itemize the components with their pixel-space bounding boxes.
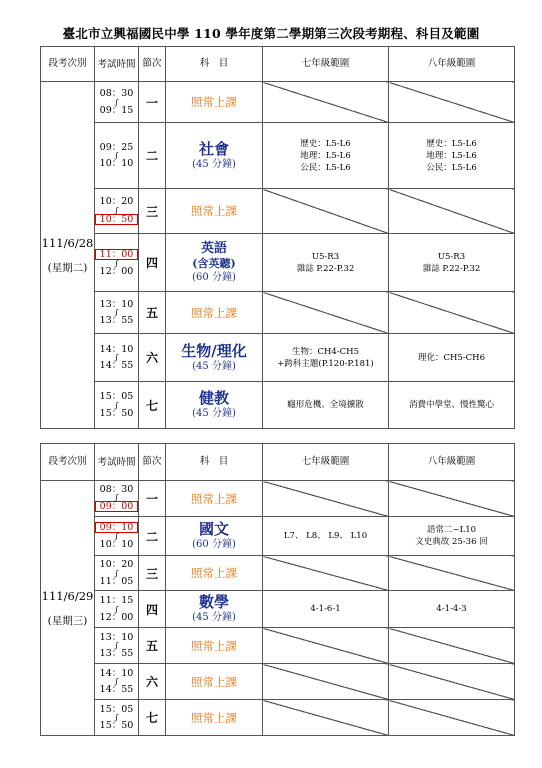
- empty-range-cell: [263, 292, 389, 334]
- time-cell: [95, 517, 139, 556]
- time-cell: [95, 556, 139, 591]
- grade8-range: [389, 234, 515, 292]
- range-line: +跨科主題(P.120-P.181): [277, 358, 374, 369]
- subject-name: 社會: [198, 139, 229, 158]
- start-time: 08：30: [99, 88, 134, 99]
- range-line: 地理：L5-L6: [426, 150, 477, 161]
- range-line: U5-R3: [311, 251, 340, 262]
- period-number: 四: [139, 591, 166, 628]
- table-row: [41, 382, 515, 429]
- start-time-changed: 11：00: [95, 249, 138, 260]
- end-time: 14：55: [99, 360, 134, 371]
- subject-duration: (60 分鐘): [192, 271, 236, 283]
- grade8-range: [389, 334, 515, 382]
- subject-name: 數學: [198, 593, 229, 611]
- exam-date: 111/6/28: [41, 235, 94, 250]
- period-number: 四: [139, 234, 166, 292]
- time-cell: [95, 628, 139, 664]
- time-separator: ∫: [114, 532, 119, 542]
- start-time: 14：10: [99, 343, 134, 355]
- range-line: U5-R3: [437, 251, 466, 262]
- date-cell: [41, 481, 95, 736]
- subject-cell: [166, 123, 263, 189]
- start-time: 10：20: [99, 559, 134, 570]
- grade8-range: [389, 382, 515, 429]
- header-grade8: 八年級範圍: [389, 47, 515, 82]
- end-time: 10：10: [99, 158, 134, 169]
- start-time: 09：25: [99, 141, 134, 153]
- range-line: 歷史：L5-L6: [426, 138, 477, 149]
- empty-range-cell: [263, 664, 389, 700]
- end-time: 12：00: [99, 265, 134, 277]
- table-row: [41, 481, 515, 517]
- grade8-range: [389, 123, 515, 189]
- table-row: [41, 517, 515, 556]
- range-line: 語常二~L10: [426, 525, 477, 535]
- range-line: 理化：CH5-CH6: [417, 352, 486, 363]
- subject-cell: [166, 591, 263, 628]
- subject-normal-class: 照常上課: [166, 628, 263, 664]
- empty-range-cell: [389, 700, 515, 736]
- empty-range-cell: [389, 82, 515, 123]
- header-period: 節次: [139, 47, 166, 82]
- grade7-range: [263, 382, 389, 429]
- date-cell: [41, 82, 95, 429]
- header-row: [41, 47, 515, 82]
- grade7-range: [263, 234, 389, 292]
- range-line: 生物：CH4-CH5: [291, 346, 360, 357]
- grade8-range: [389, 517, 515, 556]
- range-line: 4-1-4-3: [436, 604, 467, 614]
- end-time: 11：05: [99, 575, 134, 587]
- header-session: 段考次別: [41, 444, 95, 481]
- start-time: 13：10: [99, 298, 134, 310]
- subject-cell: [166, 334, 263, 382]
- period-number: 五: [139, 292, 166, 334]
- time-separator: ∫: [114, 713, 119, 722]
- start-time: 15：05: [99, 703, 134, 715]
- header-subject: 科 目: [166, 47, 263, 82]
- header-subject: 科 目: [166, 444, 263, 481]
- time-cell: [95, 292, 139, 334]
- table-row: [41, 664, 515, 700]
- end-time: 15：50: [99, 720, 134, 731]
- table-row: [41, 189, 515, 234]
- table-row: [41, 628, 515, 664]
- time-separator: ∫: [114, 258, 119, 268]
- time-cell: [95, 82, 139, 123]
- period-number: 二: [139, 517, 166, 556]
- time-separator: ∫: [114, 353, 119, 362]
- empty-range-cell: [389, 556, 515, 591]
- end-time: 09：15: [99, 104, 134, 116]
- subject-normal-class: 照常上課: [166, 481, 263, 517]
- start-time: 14：10: [99, 667, 134, 679]
- subject-duration: (60 分鐘): [192, 539, 236, 550]
- subject-normal-class: 照常上課: [166, 664, 263, 700]
- subject-note: (含英聽): [192, 256, 236, 270]
- empty-range-cell: [263, 82, 389, 123]
- subject-duration: (45 分鐘): [192, 158, 236, 170]
- range-line: 公民：L5-L6: [300, 162, 351, 173]
- empty-range-cell: [389, 481, 515, 517]
- time-separator: ∫: [114, 604, 119, 614]
- range-line: 消費中學堂、慢性驚心: [408, 400, 494, 410]
- subject-normal-class: 照常上課: [166, 82, 263, 123]
- time-separator: ∫: [114, 677, 119, 686]
- subject-normal-class: 照常上課: [166, 700, 263, 736]
- empty-range-cell: [389, 292, 515, 334]
- time-separator: ∫: [114, 205, 119, 215]
- time-cell: [95, 123, 139, 189]
- empty-range-cell: [263, 481, 389, 517]
- header-grade8: 八年級範圍: [389, 444, 515, 481]
- range-line: 文史典故 25-36 回: [415, 537, 488, 547]
- range-line: 歷史：L5-L6: [300, 138, 351, 149]
- subject-duration: (45 分鐘): [192, 360, 236, 372]
- subject-duration: (45 分鐘): [192, 408, 236, 419]
- header-period: 節次: [139, 444, 166, 481]
- period-number: 一: [139, 82, 166, 123]
- time-separator: ∫: [114, 151, 119, 160]
- table-row: [41, 292, 515, 334]
- empty-range-cell: [263, 700, 389, 736]
- period-number: 五: [139, 628, 166, 664]
- empty-range-cell: [389, 664, 515, 700]
- period-number: 六: [139, 664, 166, 700]
- period-number: 一: [139, 481, 166, 517]
- range-line: L7、 L8、 L9、 L10: [283, 531, 368, 541]
- subject-name: 英語: [200, 240, 227, 256]
- start-time: 08：30: [99, 483, 134, 495]
- table-row: [41, 234, 515, 292]
- empty-range-cell: [263, 556, 389, 591]
- time-cell: [95, 234, 139, 292]
- time-cell: [95, 189, 139, 234]
- start-time-changed: 09：10: [95, 522, 138, 533]
- table-row: [41, 591, 515, 628]
- table-row: [41, 700, 515, 736]
- empty-range-cell: [263, 189, 389, 234]
- end-time: 14：55: [99, 684, 134, 695]
- subject-name: 國文: [198, 520, 229, 538]
- end-time: 10：10: [99, 539, 134, 551]
- period-number: 三: [139, 556, 166, 591]
- end-time: 13：55: [99, 648, 134, 659]
- time-separator: ∫: [114, 641, 119, 650]
- time-separator: ∫: [114, 308, 119, 317]
- time-separator: ∫: [114, 97, 119, 107]
- time-cell: [95, 700, 139, 736]
- range-line: 雜誌 P.22-P.32: [422, 263, 481, 274]
- schedule-table-day2: [40, 443, 515, 736]
- time-separator: ∫: [114, 568, 119, 578]
- range-line: 地理：L5-L6: [300, 150, 351, 161]
- range-line: 公民：L5-L6: [426, 162, 477, 173]
- grade7-range: [263, 123, 389, 189]
- period-number: 六: [139, 334, 166, 382]
- subject-name: 生物/理化: [181, 341, 247, 360]
- period-number: 三: [139, 189, 166, 234]
- start-time: 11：15: [99, 595, 134, 606]
- empty-range-cell: [263, 628, 389, 664]
- table-row: [41, 334, 515, 382]
- header-time: 考試時間: [95, 444, 139, 481]
- start-time: 13：10: [99, 631, 134, 643]
- time-cell: [95, 481, 139, 517]
- schedule-table-day1: [40, 46, 515, 429]
- end-time-changed: 10：50: [95, 214, 138, 225]
- period-number: 二: [139, 123, 166, 189]
- grade7-range: [263, 517, 389, 556]
- end-time-changed: 09：00: [95, 501, 138, 512]
- range-line: 雜誌 P.22-P.32: [296, 263, 355, 274]
- range-line: 4-1-6-1: [310, 604, 341, 614]
- table-row: [41, 123, 515, 189]
- grade7-range: [263, 334, 389, 382]
- time-separator: ∫: [114, 400, 119, 410]
- range-line: 癮形危機、全境擴散: [287, 400, 364, 410]
- period-number: 七: [139, 382, 166, 429]
- exam-weekday: (星期三): [47, 614, 88, 627]
- time-cell: [95, 664, 139, 700]
- time-cell: [95, 591, 139, 628]
- header-row: [41, 444, 515, 481]
- header-time: 考試時間: [95, 47, 139, 82]
- subject-normal-class: 照常上課: [166, 189, 263, 234]
- subject-cell: [166, 517, 263, 556]
- header-grade7: 七年級範圍: [263, 444, 389, 481]
- table-row: [41, 556, 515, 591]
- empty-range-cell: [389, 189, 515, 234]
- page-title: 臺北市立興福國民中學 110 學年度第二學期第三次段考期程、科目及範圍: [62, 26, 480, 41]
- time-cell: [95, 382, 139, 429]
- subject-duration: (45 分鐘): [192, 612, 236, 623]
- grade7-range: [263, 591, 389, 628]
- exam-weekday: (星期二): [47, 261, 88, 274]
- grade8-range: [389, 591, 515, 628]
- time-separator: ∫: [114, 493, 119, 503]
- subject-cell: [166, 382, 263, 429]
- header-session: 段考次別: [41, 47, 95, 82]
- start-time: 10：20: [99, 196, 134, 208]
- period-number: 七: [139, 700, 166, 736]
- start-time: 15：05: [99, 391, 134, 402]
- subject-normal-class: 照常上課: [166, 292, 263, 334]
- exam-date: 111/6/29: [41, 588, 94, 603]
- end-time: 12：00: [99, 611, 134, 623]
- table-row: [41, 82, 515, 123]
- subject-name: 健教: [198, 389, 229, 407]
- subject-cell: [166, 234, 263, 292]
- subject-normal-class: 照常上課: [166, 556, 263, 591]
- end-time: 13：55: [99, 315, 134, 326]
- end-time: 15：50: [99, 407, 134, 419]
- empty-range-cell: [389, 628, 515, 664]
- header-grade7: 七年級範圍: [263, 47, 389, 82]
- time-cell: [95, 334, 139, 382]
